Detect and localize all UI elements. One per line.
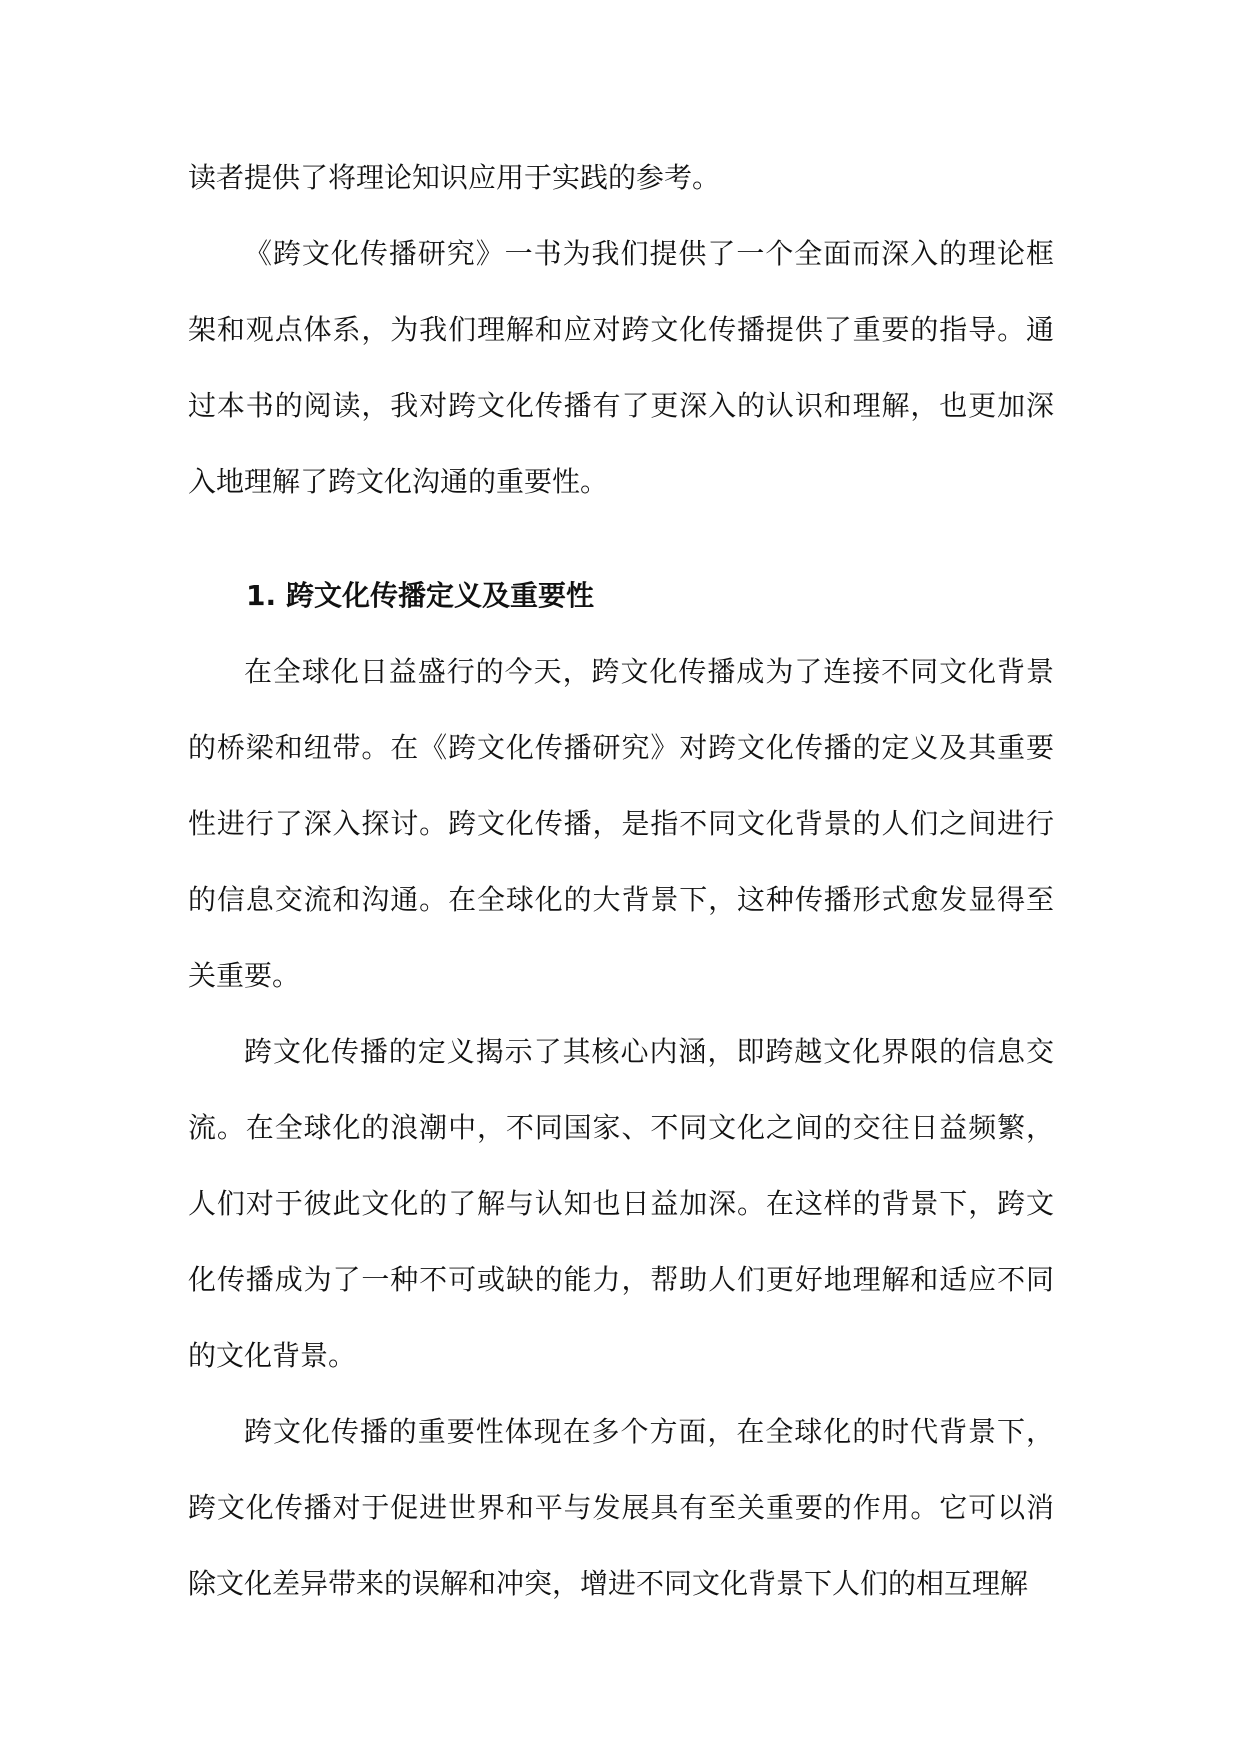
paragraph-definition-intro: 在全球化日益盛行的今天，跨文化传播成为了连接不同文化背景的桥梁和纽带。在《跨文化传播研究》对跨文化传播的定义及其重要性进行了深入探讨。跨文化传播，是指不同文化背景的人们之间进行的信息交流和沟通。在全球化的大背景下，这种传播形式愈发显得至关重要。 bbox=[188, 655, 1054, 992]
section-number: 1. bbox=[246, 579, 277, 612]
document-body bbox=[188, 140, 1054, 1622]
paragraph-importance: 跨文化传播的重要性体现在多个方面，在全球化的时代背景下，跨文化传播对于促进世界和平与发展具有至关重要的作用。它可以消除文化差异带来的误解和冲突，增进不同文化背景下人们的相互理解 bbox=[188, 1415, 1054, 1600]
section-heading bbox=[188, 558, 1054, 634]
paragraph-continuation: 读者提供了将理论知识应用于实践的参考。 bbox=[188, 161, 721, 194]
paragraph-book-summary: 《跨文化传播研究》一书为我们提供了一个全面而深入的理论框架和观点体系，为我们理解和应对跨文化传播提供了重要的指导。通过本书的阅读，我对跨文化传播有了更深入的认识和理解，也更加深入地理解了跨文化沟通的重要性。 bbox=[188, 237, 1054, 498]
paragraph-core-meaning: 跨文化传播的定义揭示了其核心内涵，即跨越文化界限的信息交流。在全球化的浪潮中，不同国家、不同文化之间的交往日益频繁，人们对于彼此文化的了解与认知也日益加深。在这样的背景下，跨文化传播成为了一种不可或缺的能力，帮助人们更好地理解和适应不同的文化背景。 bbox=[188, 1035, 1054, 1372]
section-title: 跨文化传播定义及重要性 bbox=[286, 579, 595, 612]
